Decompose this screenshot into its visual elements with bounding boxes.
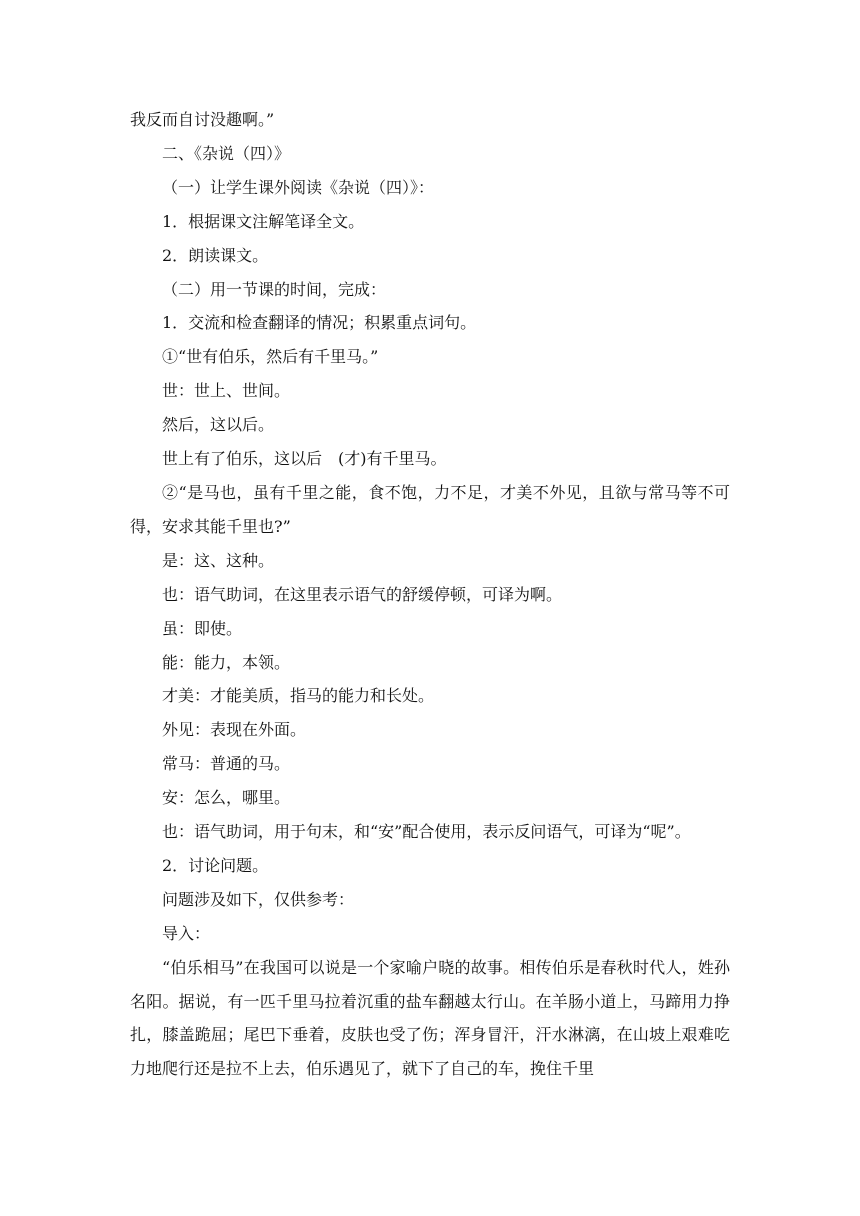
gloss-neng: 能：能力，本领。 (162, 652, 291, 672)
list-item-translation-check: 1．交流和检查翻译的情况；积累重点词句。 (162, 313, 477, 333)
subsection-heading-2: （二）用一节课的时间，完成： (162, 279, 387, 299)
gloss-ranhou: 然后，这以后。 (162, 415, 275, 435)
intro-paragraph: “伯乐相马”在我国可以说是一个家喻户晓的故事。相传伯乐是春秋时代人，姓孙名阳。据说，有一匹千里马拉着沉重的盐车翻越太行山。在羊肠小道上，马蹄用力挣扎，膝盖跪屈；尾巴下垂着，皮肤也受了伤；浑身冒汗，汗水淋漓，在山坡上艰难吃力地爬行还是拉不上去，伯乐遇见了，就下了自己的车，挽住千里 (130, 957, 730, 1079)
gloss-sui: 虽：即使。 (162, 618, 243, 638)
gloss-shi-this: 是：这、这种。 (162, 550, 275, 570)
gloss-ye-pause: 也：语气助词，在这里表示语气的舒缓停顿，可译为啊。 (162, 584, 563, 604)
gloss-caimei: 才美：才能美质，指马的能力和长处。 (162, 686, 435, 706)
translation-1: 世上有了伯乐，这以后 (才)有千里马。 (162, 449, 447, 469)
quote-2: ②“是马也，虽有千里之能，食不饱，力不足，才美不外见，且欲与常马等不可得，安求其能千里也?” (130, 482, 730, 536)
gloss-shi: 世：世上、世间。 (162, 381, 291, 401)
list-item-2: 2．朗读课文。 (162, 245, 269, 265)
intro-label: 导入： (162, 923, 211, 943)
quote-1: ①“世有伯乐，然后有千里马。” (162, 347, 379, 367)
subsection-heading-1: （一）让学生课外阅读《杂说（四）》： (162, 177, 435, 197)
gloss-ye-question: 也：语气助词，用于句末，和“安”配合使用，表示反问语气，可译为“呢”。 (162, 822, 691, 842)
gloss-an: 安：怎么，哪里。 (162, 788, 291, 808)
section-heading-zashuo-4: 二、《杂说（四）》 (162, 143, 291, 163)
discussion-note: 问题涉及如下，仅供参考： (162, 889, 355, 909)
gloss-changma: 常马：普通的马。 (162, 754, 291, 774)
gloss-waixian: 外见：表现在外面。 (162, 720, 307, 740)
list-item-discussion: 2．讨论问题。 (162, 855, 269, 875)
document-body (130, 103, 730, 1086)
paragraph-continuation: 我反而自讨没趣啊。” (130, 110, 275, 129)
list-item-1: 1．根据课文注解笔译全文。 (162, 211, 365, 231)
